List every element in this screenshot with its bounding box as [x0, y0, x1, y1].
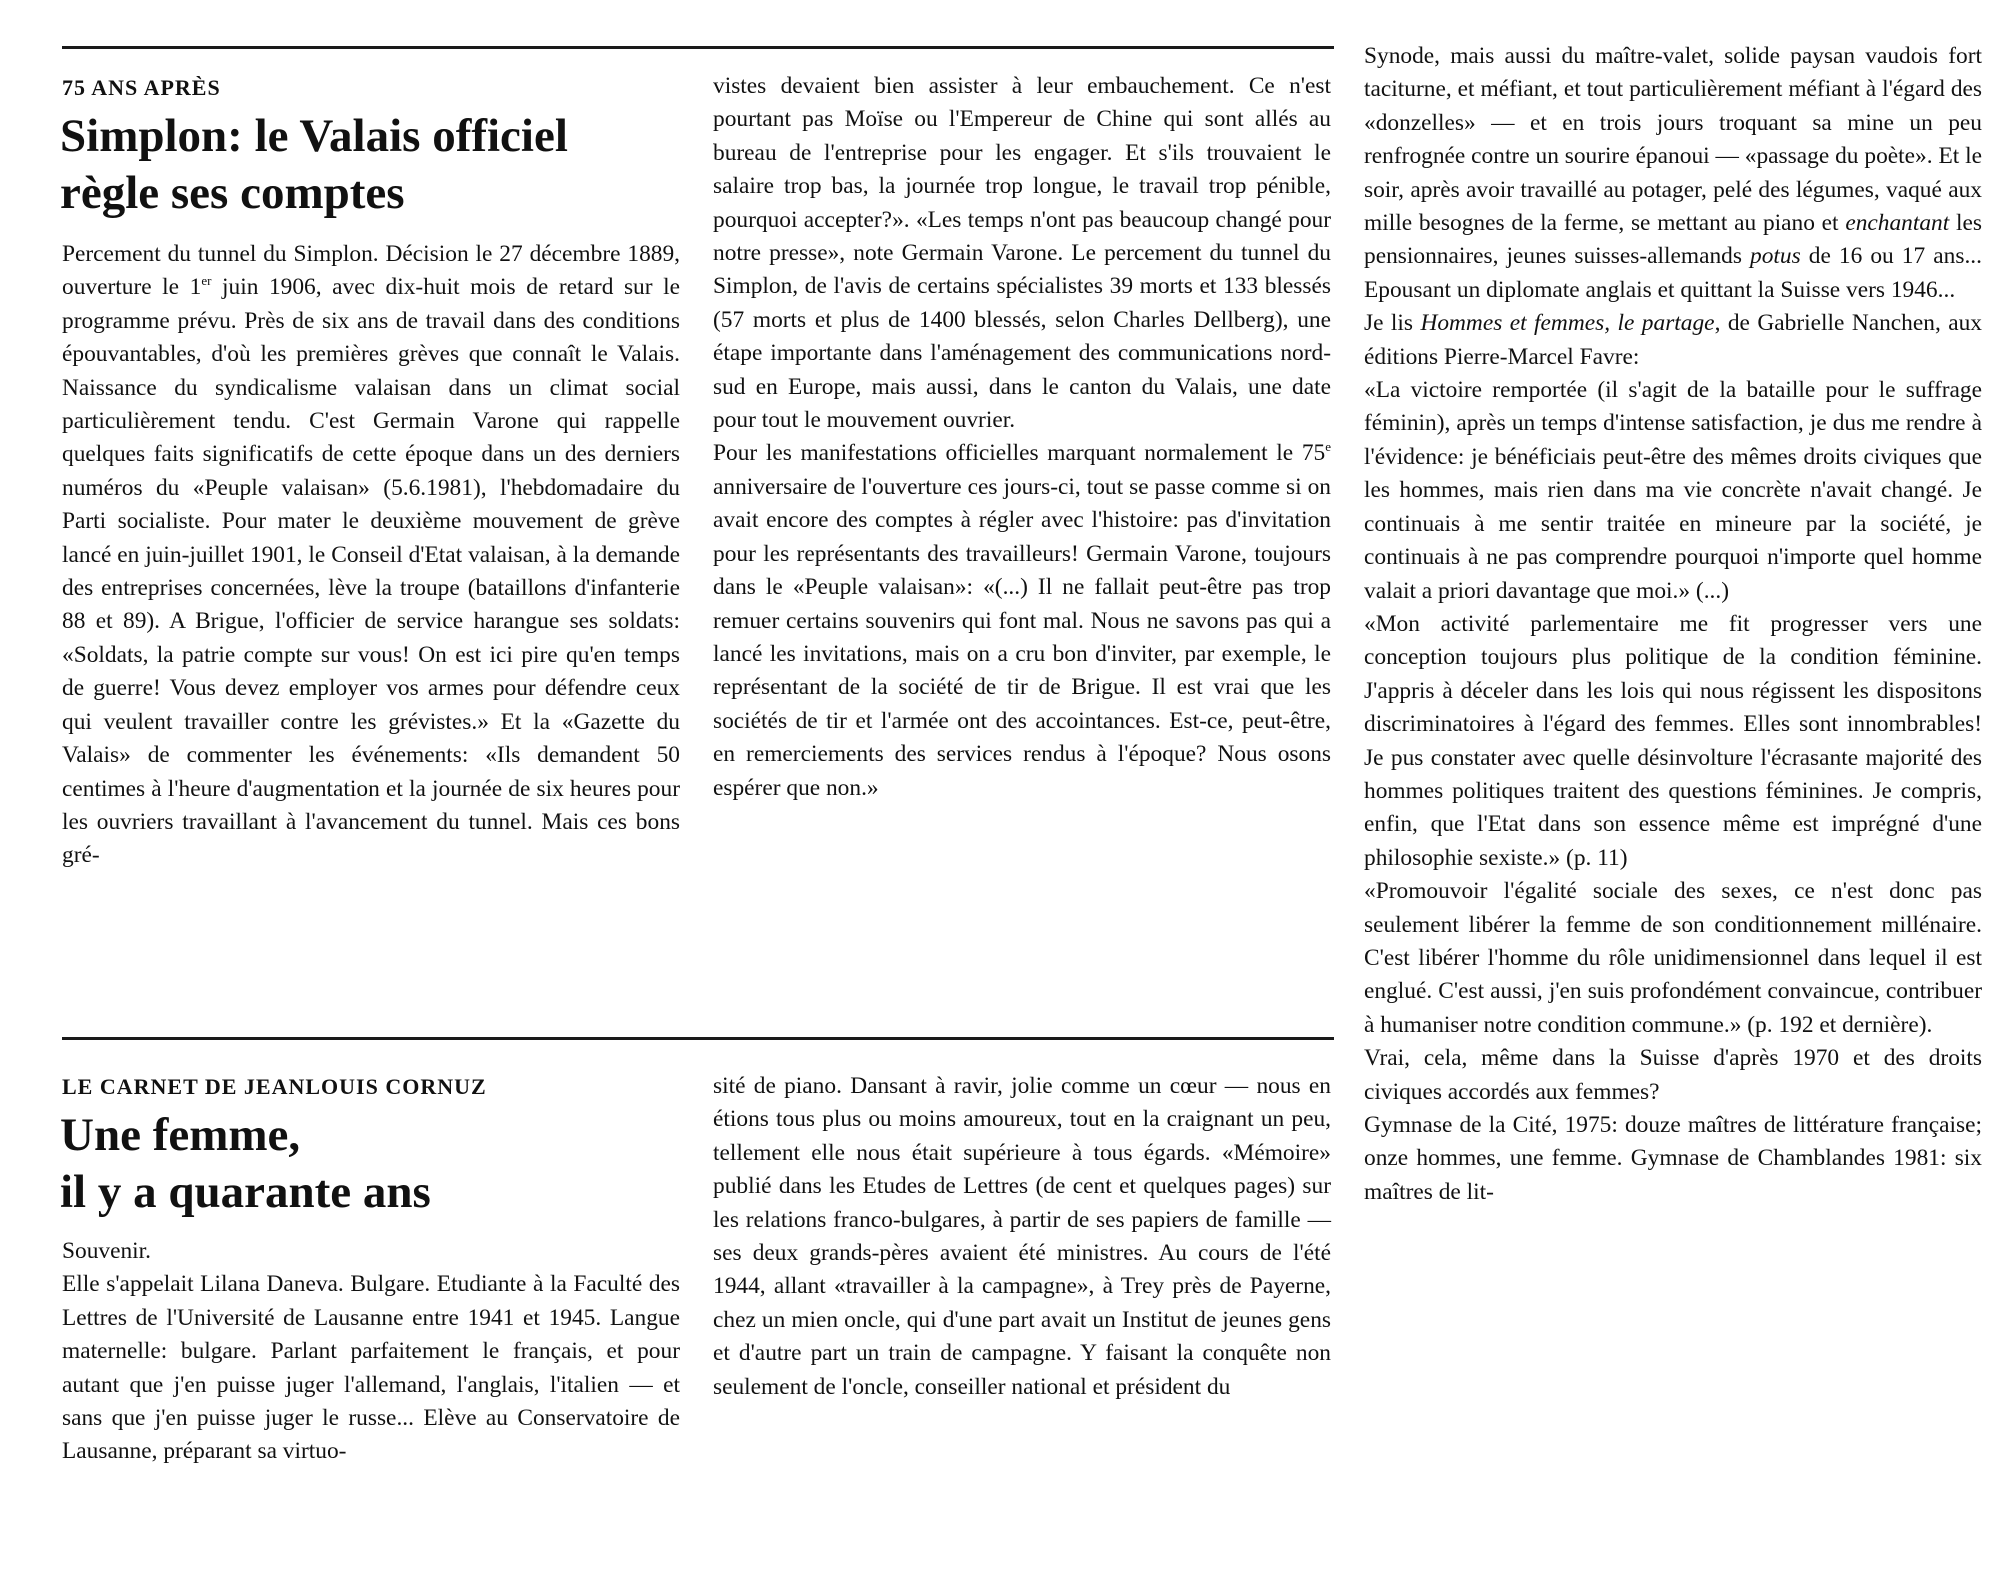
middle-rule — [62, 1037, 1334, 1040]
article1-column-2 — [713, 70, 1331, 805]
article1-headline — [60, 108, 568, 222]
article2-quote: «Promouvoir l'égalité sociale des sexes, ce n'est donc pas seulement libérer la femme de son conditionnement millénaire. C'est libérer l'homme du rôle unidimensionnel dans lequel il est englué. C'est aussi, j'en suis profondément convaincue, contribuer à humaniser notre condition commune.» (p. 192 et dernière). — [1364, 878, 1982, 1038]
article1-kicker: 75 ANS APRÈS — [62, 75, 221, 100]
article2-paragraph: Vrai, cela, même dans la Suisse d'après 1970 et des droits civiques accordés aux femmes? — [1364, 1045, 1982, 1105]
article2-paragraph: Souvenir. — [62, 1238, 152, 1264]
article1-headline-line1: Simplon: le Valais officiel — [60, 110, 568, 162]
article2-column-1 — [62, 1235, 680, 1469]
article2-headline-line2: il y a quarante ans — [60, 1166, 431, 1218]
article1-headline-line2: règle ses comptes — [60, 167, 405, 219]
article1-paragraph: vistes devaient bien assister à leur embauchement. Ce n'est pourtant pas Moïse ou l'Empereur de Chine qui sont allés au bureau de l'entreprise pour les engager. Et s'ils trouvaient le salaire trop bas, la journée trop longue, le travail trop pénible, pourquoi accepter?». «Les temps n'ont pas beaucoup changé pour notre presse», note Germain Varone. Le percement du tunnel du Simplon, de l'avis de certains spécialistes 39 morts et 133 blessés (57 morts et plus de 1400 blessés, selon Charles Dellberg), une étape importante dans l'aménagement des communications nord-sud en Europe, mais aussi, dans le canton du Valais, une date pour tout le mouvement ouvrier. — [713, 73, 1331, 434]
article2-kicker: LE CARNET DE JEANLOUIS CORNUZ — [62, 1074, 487, 1099]
article1-column-1 — [62, 238, 680, 873]
article2-paragraph: sité de piano. Dansant à ravir, jolie comme un cœur — nous en étions tous plus ou moins amoureux, tout en la craignant un peu, tellement elle nous était supérieure à tous égards. «Mémoire» publié dans les Etudes de Lettres (de cent et quelques pages) sur les relations franco-bulgares, à partir de ses papiers de famille — ses deux grands-pères avaient été ministres. Au cours de l'été 1944, allant «travailler à la campagne», à Trey près de Payerne, chez un mien oncle, qui d'une part avait un Institut de jeunes gens et d'autre part un train de campagne. Y faisant la conquête non seulement de l'oncle, conseiller national et président du — [713, 1073, 1331, 1400]
article2-column-3 — [1364, 40, 1982, 1209]
article2-column-2 — [713, 1070, 1331, 1404]
article2-headline-line1: Une femme, — [60, 1109, 301, 1161]
article2-paragraph: Je lis Hommes et femmes, le partage, de Gabrielle Nanchen, aux éditions Pierre-Marcel Favre: — [1364, 310, 1982, 370]
article2-quote: «La victoire remportée (il s'agit de la bataille pour le suffrage féminin), après un temps d'intense satisfaction, je dus me rendre à l'évidence: je bénéficiais peut-être des mêmes droits civiques que les hommes, mais rien dans ma vie concrète n'avait changé. Je continuais à me sentir traitée en mineure par la société, je continuais à ne pas comprendre pourquoi n'importe quel homme valait a priori davantage que moi.» (...) — [1364, 377, 1982, 604]
article2-headline — [60, 1107, 431, 1221]
article2-paragraph: Synode, mais aussi du maître-valet, solide paysan vaudois fort taciturne, et méfiant, et tout particulièrement méfiant à l'égard des «donzelles» — et en trois jours troquant sa mine un peu renfrognée contre un sourire épanoui — «passage du poète». Et le soir, après avoir travaillé au potager, pelé des légumes, vaqué aux mille besognes de la ferme, se mettant au piano et enchantant les pensionnaires, jeunes suisses-allemands potus de 16 ou 17 ans... Epousant un diplomate anglais et quittant la Suisse vers 1946... — [1364, 43, 1982, 303]
article2-paragraph: Elle s'appelait Lilana Daneva. Bulgare. Etudiante à la Faculté des Lettres de l'Université de Lausanne entre 1941 et 1945. Langue maternelle: bulgare. Parlant parfaitement le français, et pour autant que j'en puisse juger l'allemand, l'anglais, l'italien — et sans que j'en puisse juger le russe... Elève au Conservatoire de Lausanne, préparant sa virtuo- — [62, 1271, 680, 1465]
top-rule — [62, 46, 1334, 49]
article1-paragraph: Percement du tunnel du Simplon. Décision le 27 décembre 1889, ouverture le 1er juin 1906, avec dix-huit mois de retard sur le programme prévu. Près de six ans de travail dans des conditions épouvantables, d'où les premières grèves que connaît le Valais. Naissance du syndicalisme valaisan dans un climat social particulièrement tendu. C'est Germain Varone qui rappelle quelques faits significatifs de cette époque dans un des derniers numéros du «Peuple valaisan» (5.6.1981), l'hebdomadaire du Parti socialiste. Pour mater le deuxième mouvement de grève lancé en juin-juillet 1901, le Conseil d'Etat valaisan, à la demande des entreprises concernées, lève la troupe (bataillons d'infanterie 88 et 89). A Brigue, l'officier de service harangue ses soldats: «Soldats, la patrie compte sur vous! On est ici pire qu'en temps de guerre! Vous devez employer vos armes pour défendre ceux qui veulent travailler contre les grévistes.» Et la «Gazette du Valais» de commenter les événements: «Ils demandent 50 centimes à l'heure d'augmentation et la journée de six heures pour les ouvriers travaillant à l'avancement du tunnel. Mais ces bons gré- — [62, 241, 680, 869]
article1-paragraph: Pour les manifestations officielles marquant normalement le 75e anniversaire de l'ouverture ces jours-ci, tout se passe comme si on avait encore des comptes à régler avec l'histoire: pas d'invitation pour les représentants des travailleurs! Germain Varone, toujours dans le «Peuple valaisan»: «(...) Il ne fallait peut-être pas trop remuer certains souvenirs qui font mal. Nous ne savons pas qui a lancé les invitations, mais on a cru bon d'inviter, par exemple, le représentant de la société de tir de Brigue. Il est vrai que les sociétés de tir et l'armée ont des accointances. Est-ce, peut-être, en remerciements des services rendus à l'époque? Nous osons espérer que non.» — [713, 439, 1331, 801]
article2-paragraph: Gymnase de la Cité, 1975: douze maîtres de littérature française; onze hommes, une femme. Gymnase de Chamblandes 1981: six maîtres de lit- — [1364, 1112, 1982, 1205]
article2-quote: «Mon activité parlementaire me fit progresser vers une conception toujours plus politique de la condition féminine. J'appris à déceler dans les lois qui nous régissent les dispositons discriminatoires à l'égard des femmes. Elles sont innombrables! Je pus constater avec quelle désinvolture l'écrasante majorité des hommes politiques traitent des questions féminines. Je compris, enfin, que l'Etat dans son essence même est imprégné d'une philosophie sexiste.» (p. 11) — [1364, 610, 1982, 871]
